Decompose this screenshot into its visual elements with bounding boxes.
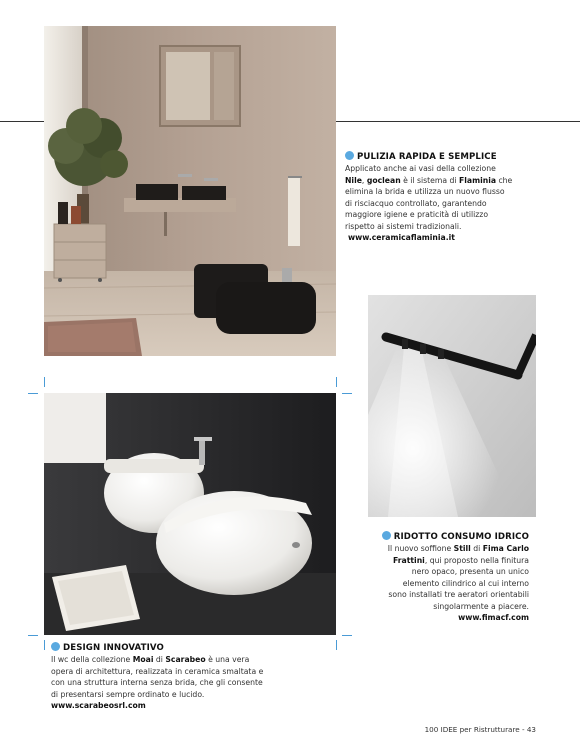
- crop-mark: [342, 393, 352, 394]
- top-rule-right: [336, 121, 580, 122]
- crop-mark: [342, 635, 352, 636]
- crop-mark: [28, 393, 38, 394]
- fima-line-5: sono installati tre aeratori orientabili: [388, 590, 529, 599]
- scarabeo-heading: DESIGN INNOVATIVO: [51, 642, 341, 654]
- article-fima: [350, 531, 529, 624]
- fima-body: [350, 543, 529, 612]
- flaminia-line-1: Applicato anche ai vasi della collezione: [345, 164, 496, 173]
- fima-line-2: Frattini, qui proposto nella finitura: [392, 555, 529, 565]
- scarabeo-line-4: di presentarsi sempre ordinato e lucido.: [51, 689, 205, 699]
- flaminia-line-3: elimina la brida e utilizza un nuovo flusso: [345, 187, 505, 196]
- fima-heading: RIDOTTO CONSUMO IDRICO: [350, 531, 529, 543]
- flaminia-url[interactable]: www.ceramicaflaminia.it: [348, 233, 455, 242]
- bullet-icon: [51, 642, 60, 651]
- flaminia-body: [345, 163, 560, 232]
- fima-line-3: nero opaco, presenta un unico: [411, 567, 529, 576]
- crop-mark: [44, 640, 45, 650]
- bullet-icon: [382, 531, 391, 540]
- fima-line-4: elemento cilindrico al cui interno: [402, 578, 529, 588]
- article-flaminia: [345, 151, 560, 244]
- bullet-icon: [345, 151, 354, 160]
- scarabeo-line-3: con una struttura interna senza brida, che gli consente: [51, 678, 263, 687]
- fima-line-6: singolarmente a piacere.: [433, 601, 529, 611]
- fima-line-1: Il nuovo soffione Still di Fima Carlo: [387, 544, 529, 553]
- flaminia-line-2: Nile, goclean è il sistema di Flaminia che: [345, 175, 513, 185]
- fima-shower-photo: [368, 295, 536, 517]
- flaminia-line-4: di risciacquo controllato, garantendo: [345, 198, 487, 208]
- flaminia-line-5: maggiore igiene e praticità di utilizzo: [345, 210, 489, 219]
- scarabeo-line-2: opera di architettura, realizzata in ceramica smaltata e: [51, 666, 264, 676]
- scarabeo-line-1: Il wc della collezione Moai di Scarabeo è una vera: [51, 655, 250, 664]
- flaminia-line-6: rispetto ai sistemi tradizionali.: [345, 221, 462, 231]
- flaminia-bathroom-photo: [44, 26, 336, 356]
- article-scarabeo: [51, 642, 341, 712]
- fima-url[interactable]: www.fimacf.com: [458, 613, 529, 622]
- top-rule-left: [0, 121, 44, 122]
- scarabeo-wc-photo: [44, 393, 336, 635]
- scarabeo-url[interactable]: www.scarabeosrl.com: [51, 701, 146, 710]
- flaminia-heading: PULIZIA RAPIDA E SEMPLICE: [345, 151, 560, 163]
- scarabeo-body: [51, 654, 341, 700]
- crop-mark: [44, 377, 45, 387]
- crop-mark: [336, 377, 337, 387]
- crop-mark: [28, 635, 38, 636]
- page-footer: 100 IDEE per Ristrutturare - 43: [424, 725, 536, 734]
